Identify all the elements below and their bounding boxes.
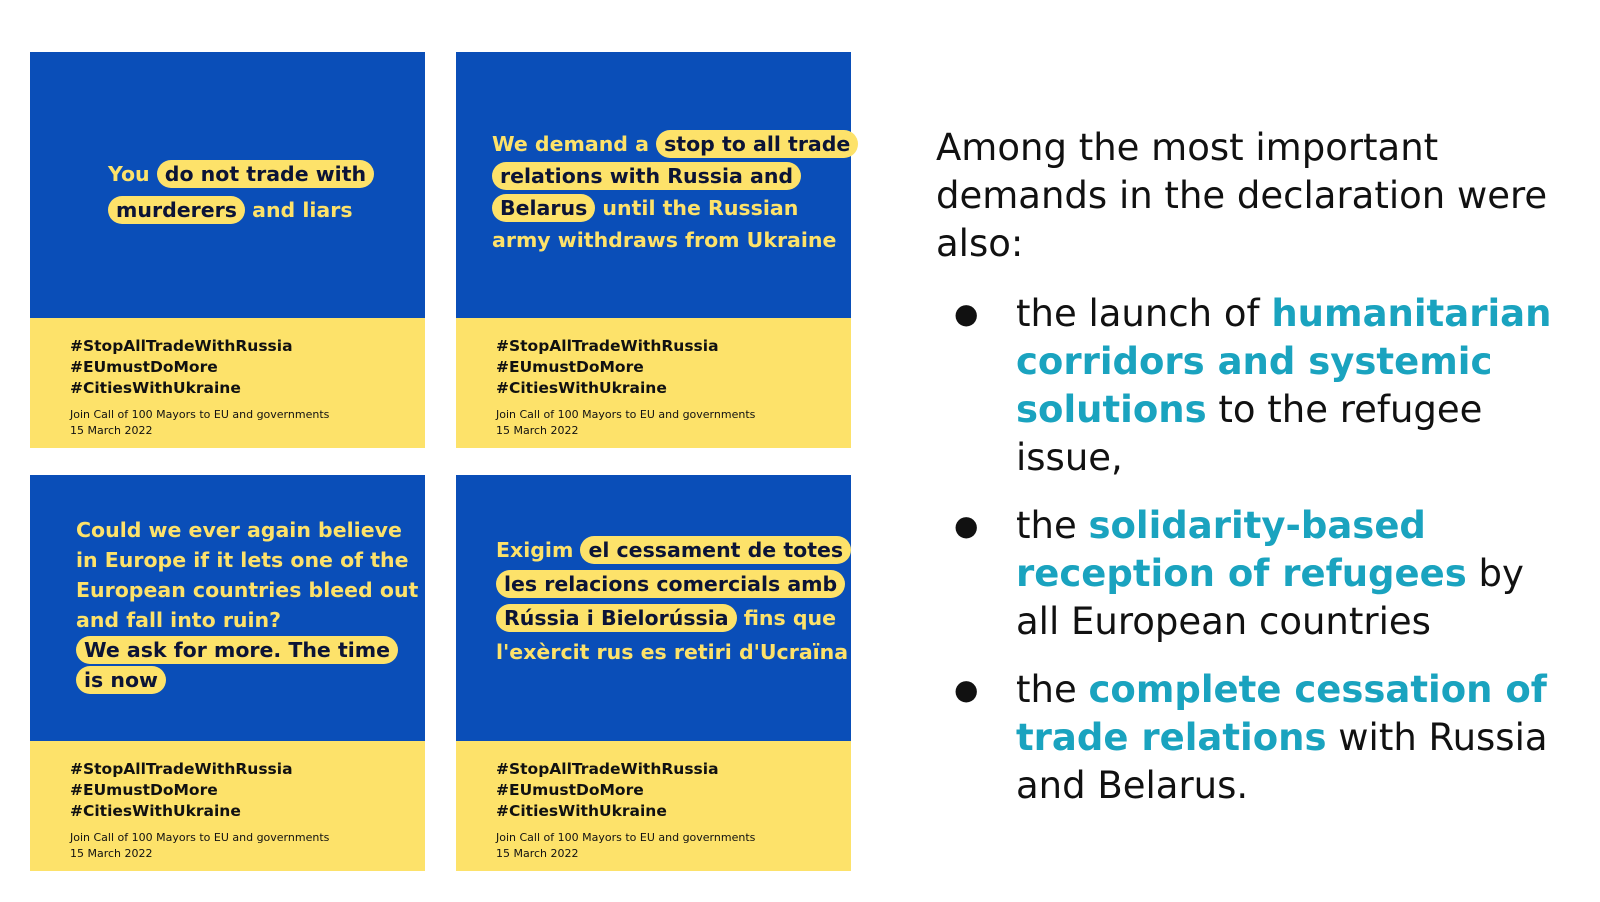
plain-phrase: to the refugee issue, [1016,388,1483,479]
message-line [496,533,851,567]
demand-item [936,290,1556,482]
message-phrase: You [108,162,157,186]
plain-phrase: the [1016,668,1089,711]
hashtag: #StopAllTradeWithRussia [496,760,719,778]
accent-phrase: solidarity-based reception of refugees [1016,504,1467,595]
message-phrase: fins que [736,606,837,630]
demand-item [936,666,1556,810]
bullet-icon: ● [954,673,979,706]
plain-phrase: by all European countries [1016,552,1524,643]
card-message-panel [30,475,425,741]
plain-phrase: with Russia and Belarus. [1016,716,1548,807]
message-line [108,192,374,228]
footnote-text: Join Call of 100 Mayors to EU and governments [70,831,330,844]
message-line [492,224,858,256]
message-line [108,156,374,192]
intro-paragraph: Among the most important demands in the declaration were also: [936,126,1548,265]
message-line [492,192,858,224]
card-footnote [496,830,851,862]
card-footer [30,318,425,448]
hashtag: #EUmustDoMore [496,358,644,376]
hashtag: #CitiesWithUkraine [496,802,667,820]
message-line [76,605,418,635]
message-phrase: army withdraws from Ukraine [492,228,837,252]
card-footnote [496,407,851,439]
footnote-text: Join Call of 100 Mayors to EU and governments [496,408,756,421]
highlighted-phrase: Belarus [492,194,595,222]
card-footnote [70,407,425,439]
demands-list [936,290,1556,810]
demand-text [1016,504,1524,643]
hashtag: #EUmustDoMore [70,358,218,376]
hashtag: #CitiesWithUkraine [496,379,667,397]
highlighted-phrase: do not trade with [157,160,374,188]
message-line [492,128,858,160]
message-phrase: Could we ever again believe [76,518,402,542]
demand-text [1016,292,1551,479]
message-line [76,635,418,665]
footnote-text: Join Call of 100 Mayors to EU and governments [70,408,330,421]
highlighted-phrase: We ask for more. The time [76,636,398,664]
message-phrase: Exigim [496,538,581,562]
hashtag: #StopAllTradeWithRussia [70,760,293,778]
card-footer [456,741,851,871]
accent-phrase: complete cessation of trade relations [1016,668,1547,759]
message-phrase: until the Russian [595,196,799,220]
highlighted-phrase: relations with Russia and [492,162,801,190]
card-message-panel [30,52,425,318]
message-line [76,515,418,545]
hashtag: #EUmustDoMore [70,781,218,799]
hashtags [496,759,851,822]
card-message [496,533,851,669]
hashtags [70,759,425,822]
hashtags [496,336,851,399]
bullet-icon: ● [954,509,979,542]
highlighted-phrase: murderers [108,196,245,224]
message-line [492,160,858,192]
hashtag: #CitiesWithUkraine [70,802,241,820]
hashtag: #StopAllTradeWithRussia [70,337,293,355]
declaration-summary [936,124,1556,830]
accent-phrase: humanitarian corridors and systemic solutions [1016,292,1552,431]
demand-item [936,502,1556,646]
card-footnote [70,830,425,862]
message-phrase: and liars [244,198,353,222]
campaign-card-4 [456,475,851,871]
footnote-date: 15 March 2022 [496,424,579,437]
message-phrase: l'exèrcit rus es retiri d'Ucraïna [496,640,849,664]
highlighted-phrase: stop to all trade [656,130,858,158]
message-line [496,601,851,635]
card-message [108,156,374,228]
demand-text [1016,668,1548,807]
hashtag: #EUmustDoMore [496,781,644,799]
message-line [76,575,418,605]
card-footer [456,318,851,448]
message-line [76,665,418,695]
highlighted-phrase: is now [76,666,166,694]
card-footer [30,741,425,871]
bullet-icon: ● [954,297,979,330]
message-line [76,545,418,575]
plain-phrase: the launch of [1016,292,1272,335]
hashtag: #CitiesWithUkraine [70,379,241,397]
footnote-date: 15 March 2022 [70,424,153,437]
hashtags [70,336,425,399]
plain-phrase: the [1016,504,1089,547]
footnote-date: 15 March 2022 [70,847,153,860]
card-message [76,515,418,695]
message-line [496,567,851,601]
highlighted-phrase: el cessament de totes [580,536,851,564]
message-line [496,635,851,669]
message-phrase: in Europe if it lets one of the [76,548,409,572]
card-message-panel [456,52,851,318]
card-message [492,128,858,256]
highlighted-phrase: Rússia i Bielorússia [496,604,737,632]
message-phrase: and fall into ruin? [76,608,282,632]
campaign-card-3 [30,475,425,871]
footnote-date: 15 March 2022 [496,847,579,860]
card-message-panel [456,475,851,741]
message-phrase: We demand a [492,132,657,156]
message-phrase: European countries bleed out [76,578,419,602]
footnote-text: Join Call of 100 Mayors to EU and governments [496,831,756,844]
hashtag: #StopAllTradeWithRussia [496,337,719,355]
campaign-card-1 [30,52,425,448]
highlighted-phrase: les relacions comercials amb [496,570,845,598]
campaign-card-2 [456,52,851,448]
